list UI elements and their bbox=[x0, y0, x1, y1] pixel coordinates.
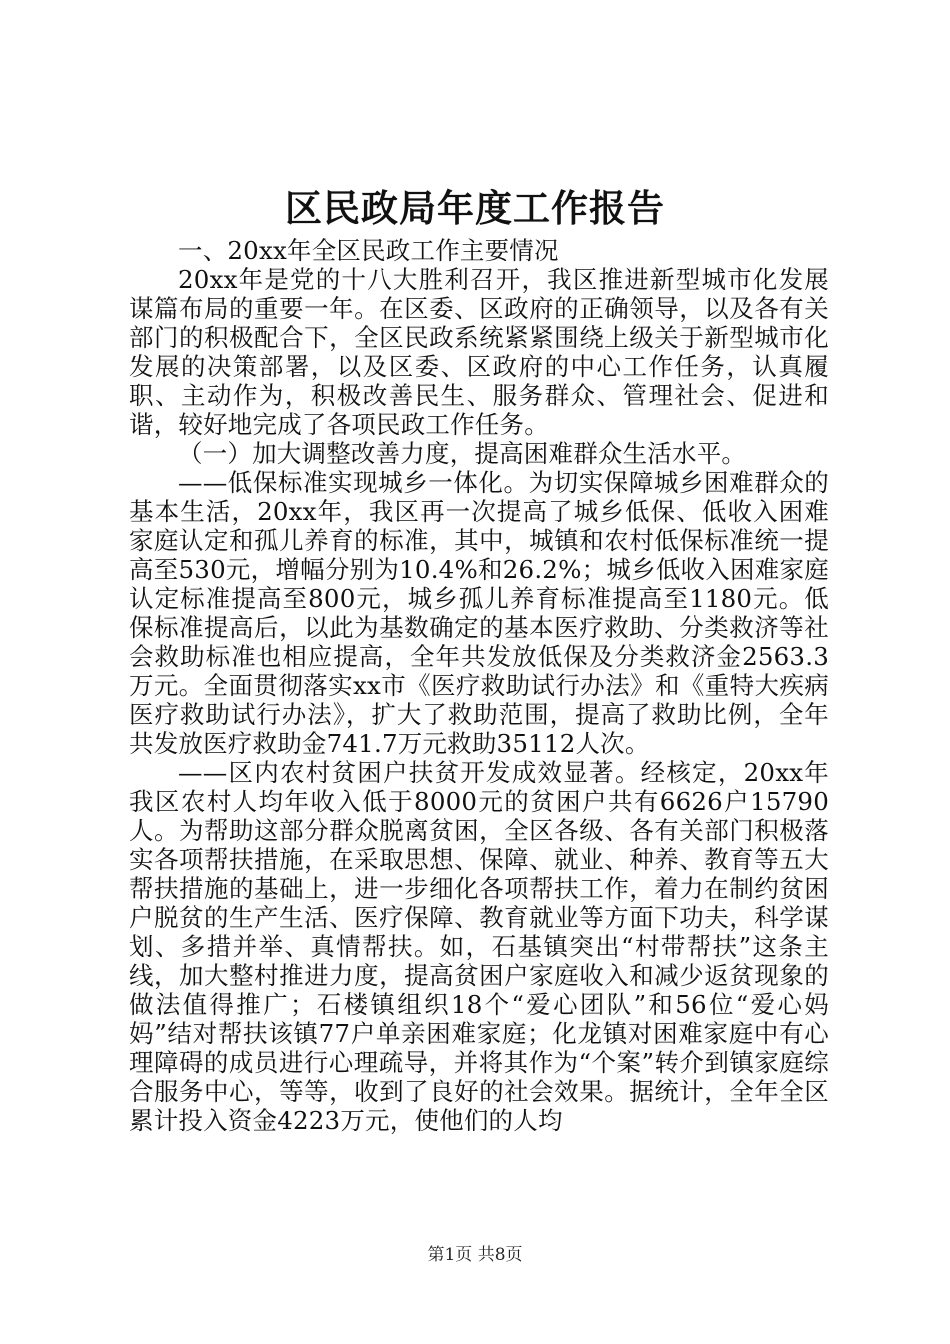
paragraph-poverty-relief: ——区内农村贫困户扶贫开发成效显著。经核定，20xx年我区农村人均年收入低于8000元的贫困户共有6626户15790人。为帮助这部分群众脱离贫困，全区各级、各有关部门积极落实各项帮扶措施，在采取思想、保障、就业、种养、教育等五大帮扶措施的基础上，进一步细化各项帮扶工作，着力在制约贫困户脱贫的生产生活、医疗保障、教育就业等方面下功夫，科学谋划、多措并举、真情帮扶。如，石基镇突出“村带帮扶”这条主线，加大整村推进力度，提高贫困户家庭收入和减少返贫现象的做法值得推广；石楼镇组织18个“爱心团队”和56位“爱心妈妈”结对帮扶该镇77户单亲困难家庭；化龙镇对困难家庭中有心理障碍的成员进行心理疏导，并将其作为“个案”转介到镇家庭综合服务中心，等等，收到了良好的社会效果。据统计，全年全区累计投入资金4223万元，使他们的人均 bbox=[129, 758, 829, 1135]
subsection-heading-1: （一）加大调整改善力度，提高困难群众生活水平。 bbox=[178, 439, 747, 468]
paragraph-minimum-living: ——低保标准实现城乡一体化。为切实保障城乡困难群众的基本生活，20xx年，我区再一次提高了城乡低保、低收入困难家庭认定和孤儿养育的标准，其中，城镇和农村低保标准统一提高至530元，增幅分别为10.4%和26.2%；城乡低收入困难家庭认定标准提高至800元，城乡孤儿养育标准提高至1180元。低保标准提高后，以此为基数确定的基本医疗救助、分类救济等社会救助标准也相应提高，全年共发放低保及分类救济金2563.3万元。全面贯彻落实xx市《医疗救助试行办法》和《重特大疾病医疗救助试行办法》，扩大了救助范围，提高了救助比例，全年共发放医疗救助金741.7万元救助35112人次。 bbox=[129, 468, 829, 758]
document-body bbox=[129, 236, 829, 1135]
page-footer: 第1页 共8页 bbox=[427, 1245, 523, 1265]
paragraph-intro: 20xx年是党的十八大胜利召开，我区推进新型城市化发展谋篇布局的重要一年。在区委、区政府的正确领导，以及各有关部门的积极配合下，全区民政系统紧紧围绕上级关于新型城市化发展的决策部署，以及区委、区政府的中心工作任务，认真履职、主动作为，积极改善民生、服务群众、管理社会、促进和谐，较好地完成了各项民政工作任务。 bbox=[129, 265, 829, 439]
section-heading-1: 一、20xx年全区民政工作主要情况 bbox=[178, 236, 559, 265]
document-title: 区民政局年度工作报告 bbox=[285, 186, 665, 230]
